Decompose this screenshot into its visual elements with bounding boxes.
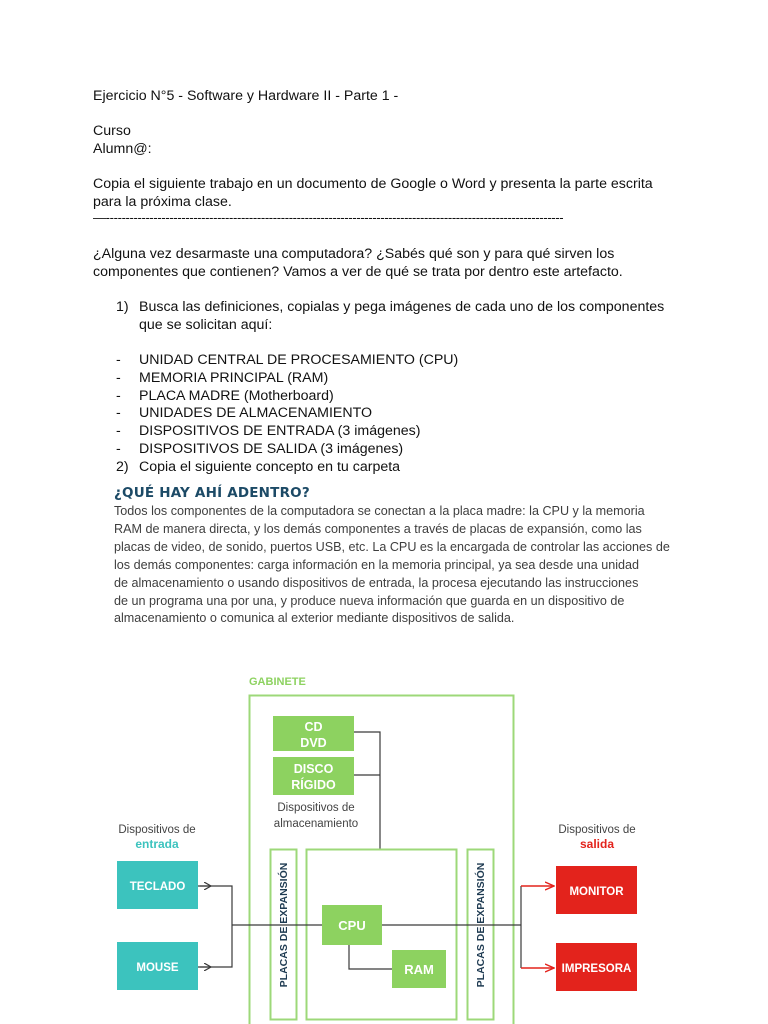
cpu-ram-connector — [349, 945, 392, 969]
list-bullet: - — [116, 423, 121, 439]
storage-label: almacenamiento — [273, 818, 359, 830]
storage-connector — [354, 732, 380, 849]
list-item: DISPOSITIVOS DE SALIDA (3 imágenes) — [139, 441, 404, 457]
intro-line: ¿Alguna vez desarmaste una computadora? ¿Sabés qué son y para qué sirven los — [93, 246, 615, 262]
instruction-line: Copia el siguiente trabajo en un documento de Google o Word y presenta la parte escrita — [93, 176, 653, 192]
impresora-label: IMPRESORA — [561, 963, 632, 975]
paragraph-line: Todos los componentes de la computadora se conectan a la placa madre: la CPU y la memoria — [114, 504, 645, 518]
list-bullet: - — [116, 388, 121, 404]
list-item: MEMORIA PRINCIPAL (RAM) — [139, 370, 329, 386]
output-devices-label: Dispositivos de — [558, 824, 636, 836]
list-bullet: - — [116, 370, 121, 386]
list-bullet: - — [116, 441, 121, 457]
list-item: UNIDAD CENTRAL DE PROCESAMIENTO (CPU) — [139, 352, 459, 368]
input-devices-label: Dispositivos de — [118, 824, 196, 836]
list-item: DISPOSITIVOS DE ENTRADA (3 imágenes) — [139, 423, 421, 439]
output-devices-label-accent: salida — [579, 837, 615, 851]
cd-dvd-label: CD — [304, 720, 323, 734]
concept-heading: ¿QUÉ HAY AHÍ ADENTRO? — [114, 485, 310, 501]
teclado-label: TECLADO — [129, 881, 186, 893]
task-text: que se solicitan aquí: — [139, 317, 273, 333]
task-text: Copia el siguiente concepto en tu carpeta — [139, 459, 401, 475]
paragraph-line: almacenamiento o comunica al exterior mediante dispositivos de salida. — [114, 611, 515, 626]
disco-rigido-label: DISCO — [293, 762, 334, 776]
list-item: PLACA MADRE (Motherboard) — [139, 388, 334, 404]
task-number: 2) — [116, 459, 129, 475]
list-item: UNIDADES DE ALMACENAMIENTO — [139, 405, 373, 421]
cd-dvd-label: DVD — [300, 736, 327, 750]
paragraph-line: de almacenamiento o usando dispositivos de entrada, la procesa ejecutando las instrucciones — [114, 575, 639, 590]
page-title: Ejercicio N°5 - Software y Hardware II - Parte 1 - — [93, 88, 399, 104]
gabinete-label: GABINETE — [249, 676, 306, 688]
list-bullet: - — [116, 352, 121, 368]
disco-rigido-label: RÍGIDO — [291, 778, 336, 792]
mouse-label: MOUSE — [136, 962, 179, 974]
intro-line: componentes que contienen? Vamos a ver de qué se trata por dentro este artefacto. — [93, 264, 623, 280]
task-number: 1) — [116, 299, 129, 315]
paragraph-line: RAM de manera directa, y los demás componentes a través de placas de expansión, como las — [114, 521, 642, 536]
input-devices-label-accent: entrada — [135, 837, 179, 851]
paragraph-line: los demás componentes: carga información en la memoria principal, ya sea desde una unidad — [114, 557, 640, 572]
separator-line: —------------------------------------------------------------------------------------------------------------------- — [93, 210, 564, 225]
cpu-label: CPU — [338, 918, 366, 933]
ram-label: RAM — [404, 962, 434, 977]
placas-left-label: PLACAS DE EXPANSIÓN — [278, 862, 290, 988]
monitor-label: MONITOR — [569, 886, 624, 898]
paragraph-line: de un programa una por una, y produce nueva información que guarda en un dispositivo de — [114, 593, 625, 608]
course-label: Curso — [93, 123, 131, 139]
paragraph-line: placas de video, de sonido, puertos USB, etc. La CPU es la encargada de controlar las acciones de — [114, 539, 670, 554]
list-bullet: - — [116, 405, 121, 421]
student-label: Alumn@: — [93, 141, 152, 157]
placas-right-label: PLACAS DE EXPANSIÓN — [475, 862, 487, 988]
storage-label: Dispositivos de — [277, 802, 355, 814]
input-connector — [198, 886, 232, 967]
task-text: Busca las definiciones, copialas y pega imágenes de cada uno de los componentes — [139, 299, 665, 315]
instruction-line: para la próxima clase. — [93, 194, 232, 210]
